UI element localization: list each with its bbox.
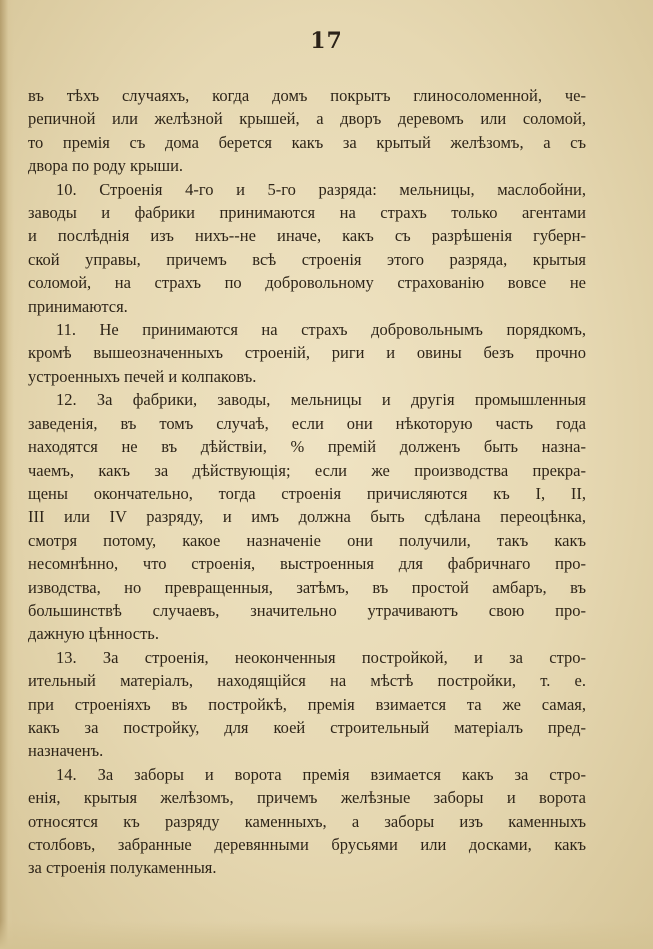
text-line: въ тѣхъ случаяхъ, когда домъ покрытъ глиносоломенной, че- <box>28 86 586 105</box>
text-line: чаемъ, какъ за дѣйствующія; если же производства прекра- <box>28 460 586 480</box>
page-spine-shadow <box>0 0 14 949</box>
text-line: назначенъ. <box>28 741 104 761</box>
paragraph-12 <box>28 388 586 645</box>
text-line: при строеніяхъ въ постройкѣ, премія взимается та же самая, <box>28 694 586 714</box>
text-line: устроенныхъ печей и колпаковъ. <box>28 366 257 386</box>
text-line: щены окончательно, тогда строенія причисляются къ I, II, <box>28 483 586 503</box>
text-line: двора по роду крыши. <box>28 156 184 176</box>
text-line: репичной или желѣзной крышей, а дворъ деревомъ или соломой, <box>28 109 586 129</box>
page-number: 17 <box>310 28 343 54</box>
text-line: дажную цѣнность. <box>28 624 159 644</box>
text-line: заводы и фабрики принимаются на страхъ только агентами <box>28 203 586 223</box>
text-line: ительный матеріалъ, находящійся на мѣстѣ постройки, т. е. <box>28 671 586 691</box>
text-line: соломой, на страхъ по добровольному страхованію вовсе не <box>28 273 586 293</box>
text-line: кромѣ вышеозначенныхъ строеній, риги и овины безъ прочно <box>28 343 586 363</box>
text-line: ской управы, причемъ всѣ строенія этого разряда, крытыя <box>28 249 586 269</box>
text-line: находятся не въ дѣйствіи, % премій долженъ быть назна- <box>28 437 586 457</box>
text-line: енія, крытыя желѣзомъ, причемъ желѣзные заборы и ворота <box>28 788 586 808</box>
page-body-text <box>28 84 586 880</box>
text-line: III или IV разряду, и имъ должна быть сдѣлана переоцѣнка, <box>28 507 586 527</box>
page-bottom-edge <box>0 921 653 949</box>
paragraph-14 <box>28 763 586 880</box>
text-line: смотря потому, какое назначеніе они получили, такъ какъ <box>28 530 586 550</box>
text-line: заведенія, въ томъ случаѣ, если они нѣкоторую часть года <box>28 413 586 433</box>
text-line: большинствѣ случаевъ, значительно утрачиваютъ свою про- <box>28 600 586 620</box>
text-line: несомнѣнно, что строенія, выстроенныя для фабричнаго про- <box>28 554 586 574</box>
text-line: за строенія полукаменныя. <box>28 858 217 878</box>
text-line: 10. Строенія 4-го и 5-го разряда: мельницы, маслобойни, <box>56 179 586 199</box>
paragraph-continuation <box>28 84 586 178</box>
text-line: изводства, но превращенныя, затѣмъ, въ простой амбаръ, въ <box>28 577 586 597</box>
text-line: 12. За фабрики, заводы, мельницы и другія промышленныя <box>56 390 586 410</box>
text-line: столбовъ, забранные деревянными брусьями или досками, какъ <box>28 835 586 854</box>
paragraph-13 <box>28 646 586 763</box>
text-line: и послѣднія изъ нихъ--не иначе, какъ съ разрѣшенія губерн- <box>28 226 586 246</box>
text-line: 13. За строенія, неоконченныя постройкой, и за стро- <box>56 647 586 667</box>
text-line: какъ за постройку, для коей строительный матеріалъ пред- <box>28 717 586 737</box>
text-line: относятся къ разряду каменныхъ, а заборы изъ каменныхъ <box>28 811 586 831</box>
text-line: то премія съ дома берется какъ за крытый желѣзомъ, а съ <box>28 132 586 152</box>
text-line: 14. За заборы и ворота премія взимается какъ за стро- <box>56 764 586 784</box>
text-line: 11. Не принимаются на страхъ добровольнымъ порядкомъ, <box>56 320 586 340</box>
paragraph-11 <box>28 318 586 388</box>
text-line: принимаются. <box>28 296 128 316</box>
paragraph-10 <box>28 178 586 318</box>
